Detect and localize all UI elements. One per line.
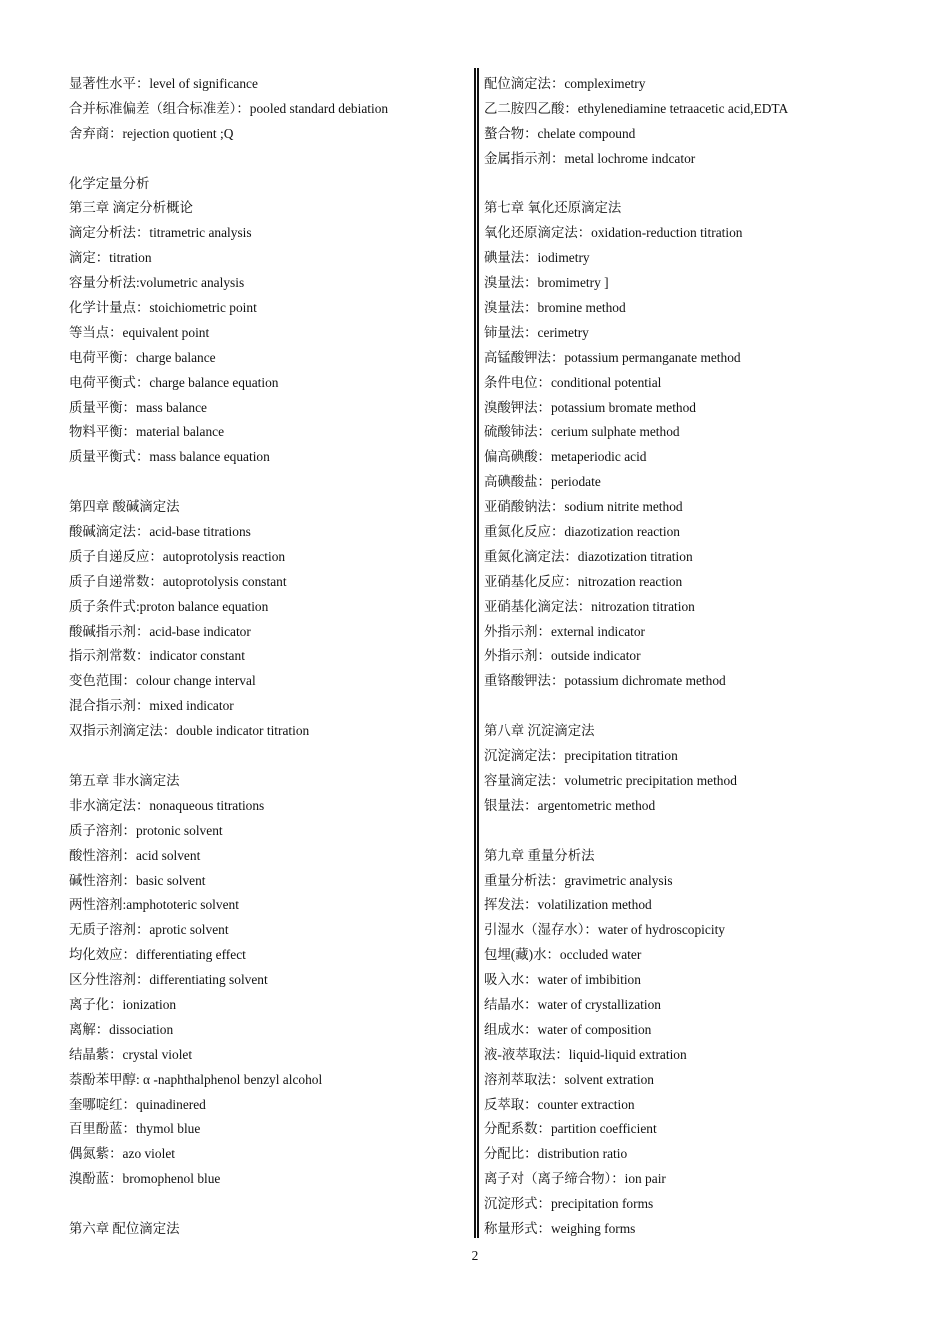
glossary-entry: 离解：dissociation bbox=[69, 1021, 174, 1037]
glossary-entry: 质子条件式:proton balance equation bbox=[69, 598, 269, 614]
glossary-entry: 外指示剂：outside indicator bbox=[484, 648, 641, 664]
blank-line bbox=[484, 172, 924, 197]
glossary-entry: 酸碱滴定法：acid-base titrations bbox=[69, 524, 251, 540]
glossary-entry: 重氮化反应：diazotization reaction bbox=[484, 524, 680, 540]
glossary-entry: 百里酚蓝：thymol blue bbox=[69, 1121, 201, 1137]
glossary-entry: 亚硝基化反应：nitrozation reaction bbox=[484, 573, 683, 589]
glossary-entry: 酸性溶剂：acid solvent bbox=[69, 847, 201, 863]
glossary-entry: 无质子溶剂：aprotic solvent bbox=[69, 922, 229, 938]
glossary-entry: 双指示剂滴定法：double indicator titration bbox=[69, 723, 310, 739]
section-heading: 化学定量分析 bbox=[69, 175, 150, 191]
glossary-entry: 碘量法：iodimetry bbox=[484, 250, 590, 266]
glossary-entry: 高碘酸盐：periodate bbox=[484, 474, 601, 490]
glossary-entry: 等当点：equivalent point bbox=[69, 324, 210, 340]
glossary-entry: 均化效应：differentiating effect bbox=[69, 947, 246, 963]
glossary-entry: 分配比：distribution ratio bbox=[484, 1146, 628, 1162]
glossary-entry: 容量分析法:volumetric analysis bbox=[69, 275, 245, 291]
glossary-entry: 非水滴定法：nonaqueous titrations bbox=[69, 797, 265, 813]
glossary-entry: 螯合物：chelate compound bbox=[484, 125, 636, 141]
glossary-entry: 溴酚蓝：bromophenol blue bbox=[69, 1171, 221, 1187]
glossary-entry: 分配系数：partition coefficient bbox=[484, 1121, 657, 1137]
glossary-entry: 电荷平衡式：charge balance equation bbox=[69, 374, 279, 390]
section-heading: 第四章 酸碱滴定法 bbox=[69, 499, 180, 515]
section-heading: 第三章 滴定分析概论 bbox=[69, 200, 193, 216]
glossary-entry: 容量滴定法：volumetric precipitation method bbox=[484, 772, 737, 788]
blank-line bbox=[484, 819, 924, 844]
glossary-entry: 重铬酸钾法：potassium dichromate method bbox=[484, 673, 726, 689]
glossary-entry: 重量分析法：gravimetric analysis bbox=[484, 872, 673, 888]
glossary-entry: 指示剂常数：indicator constant bbox=[69, 648, 245, 664]
blank-line bbox=[69, 1192, 469, 1217]
column-divider bbox=[474, 68, 476, 1238]
glossary-entry: 称量形式：weighing forms bbox=[484, 1220, 636, 1236]
glossary-entry: 区分性溶剂：differentiating solvent bbox=[69, 972, 268, 988]
glossary-entry: 离子化：ionization bbox=[69, 996, 177, 1012]
glossary-entry: 两性溶剂:amphototeric solvent bbox=[69, 897, 239, 913]
glossary-entry: 物料平衡：material balance bbox=[69, 424, 225, 440]
glossary-entry: 溴量法：bromimetry ] bbox=[484, 275, 609, 291]
glossary-entry: 乙二胺四乙酸：ethylenediamine tetraacetic acid,EDTA bbox=[484, 100, 789, 116]
glossary-entry: 萘酚苯甲醇: α -naphthalphenol benzyl alcohol bbox=[69, 1071, 323, 1087]
glossary-entry: 沉淀形式：precipitation forms bbox=[484, 1196, 654, 1212]
glossary-entry: 合并标准偏差（组合标准差）：pooled standard debiation bbox=[69, 100, 389, 116]
blank-line bbox=[69, 147, 469, 172]
glossary-entry: 离子对（离子缔合物）：ion pair bbox=[484, 1171, 666, 1187]
section-heading: 第八章 沉淀滴定法 bbox=[484, 723, 595, 739]
glossary-entry: 混合指示剂：mixed indicator bbox=[69, 698, 234, 714]
glossary-entry: 沉淀滴定法：precipitation titration bbox=[484, 748, 678, 764]
glossary-entry: 亚硝基化滴定法：nitrozation titration bbox=[484, 598, 695, 614]
left-column bbox=[69, 72, 469, 1242]
section-heading: 第九章 重量分析法 bbox=[484, 847, 595, 863]
section-heading: 第五章 非水滴定法 bbox=[69, 772, 180, 788]
glossary-entry: 包埋(藏)水：occluded water bbox=[484, 947, 642, 963]
glossary-entry: 结晶水：water of crystallization bbox=[484, 996, 662, 1012]
glossary-entry: 滴定分析法：titrametric analysis bbox=[69, 225, 252, 241]
glossary-entry: 银量法：argentometric method bbox=[484, 797, 656, 813]
glossary-entry: 硫酸铈法：cerium sulphate method bbox=[484, 424, 680, 440]
page-number: 2 bbox=[471, 1248, 479, 1263]
glossary-entry: 溴量法：bromine method bbox=[484, 300, 626, 316]
glossary-entry: 结晶紫：crystal violet bbox=[69, 1046, 193, 1062]
glossary-entry: 外指示剂：external indicator bbox=[484, 623, 646, 639]
glossary-entry: 舍弃商：rejection quotient ;Q bbox=[69, 125, 234, 141]
glossary-entry: 显著性水平：level of significance bbox=[69, 76, 258, 91]
glossary-entry: 溴酸钾法：potassium bromate method bbox=[484, 399, 696, 415]
glossary-entry: 重氮化滴定法：diazotization titration bbox=[484, 548, 693, 564]
glossary-entry: 引湿水（湿存水）：water of hydroscopicity bbox=[484, 922, 725, 938]
glossary-entry: 质量平衡式：mass balance equation bbox=[69, 449, 270, 465]
blank-line bbox=[69, 470, 469, 495]
right-column bbox=[484, 72, 924, 1242]
glossary-entry: 质子自递常数：autoprotolysis constant bbox=[69, 573, 287, 589]
glossary-entry: 溶剂萃取法：solvent extration bbox=[484, 1071, 654, 1087]
column-divider bbox=[477, 68, 479, 1238]
section-heading: 第六章 配位滴定法 bbox=[69, 1220, 180, 1236]
glossary-entry: 质子自递反应：autoprotolysis reaction bbox=[69, 548, 286, 564]
glossary-entry: 偏高碘酸：metaperiodic acid bbox=[484, 449, 647, 465]
glossary-entry: 反萃取：counter extraction bbox=[484, 1096, 635, 1112]
glossary-entry: 碱性溶剂：basic solvent bbox=[69, 872, 206, 888]
glossary-entry: 液-液萃取法：liquid-liquid extration bbox=[484, 1046, 687, 1062]
glossary-entry: 氧化还原滴定法：oxidation-reduction titration bbox=[484, 225, 743, 241]
glossary-entry: 酸碱指示剂：acid-base indicator bbox=[69, 623, 251, 639]
glossary-entry: 偶氮紫：azo violet bbox=[69, 1146, 175, 1162]
glossary-entry: 质子溶剂：protonic solvent bbox=[69, 822, 223, 838]
glossary-entry: 组成水：water of composition bbox=[484, 1021, 652, 1037]
glossary-entry: 亚硝酸钠法：sodium nitrite method bbox=[484, 499, 683, 515]
glossary-entry: 金属指示剂：metal lochrome indcator bbox=[484, 150, 696, 166]
glossary-entry: 奎哪啶红：quinadinered bbox=[69, 1096, 206, 1112]
glossary-entry: 滴定：titration bbox=[69, 250, 152, 266]
section-heading: 第七章 氧化还原滴定法 bbox=[484, 200, 622, 216]
glossary-entry: 化学计量点：stoichiometric point bbox=[69, 300, 257, 316]
glossary-entry: 高锰酸钾法：potassium permanganate method bbox=[484, 349, 741, 365]
blank-line bbox=[484, 694, 924, 719]
glossary-entry: 吸入水：water of imbibition bbox=[484, 972, 641, 988]
blank-line bbox=[69, 744, 469, 769]
glossary-entry: 电荷平衡：charge balance bbox=[69, 349, 216, 365]
glossary-entry: 挥发法：volatilization method bbox=[484, 897, 652, 913]
glossary-entry: 条件电位：conditional potential bbox=[484, 374, 662, 390]
glossary-entry: 铈量法：cerimetry bbox=[484, 324, 589, 340]
glossary-entry: 质量平衡：mass balance bbox=[69, 399, 207, 415]
glossary-entry: 变色范围：colour change interval bbox=[69, 673, 256, 689]
glossary-entry: 配位滴定法：compleximetry bbox=[484, 76, 646, 91]
